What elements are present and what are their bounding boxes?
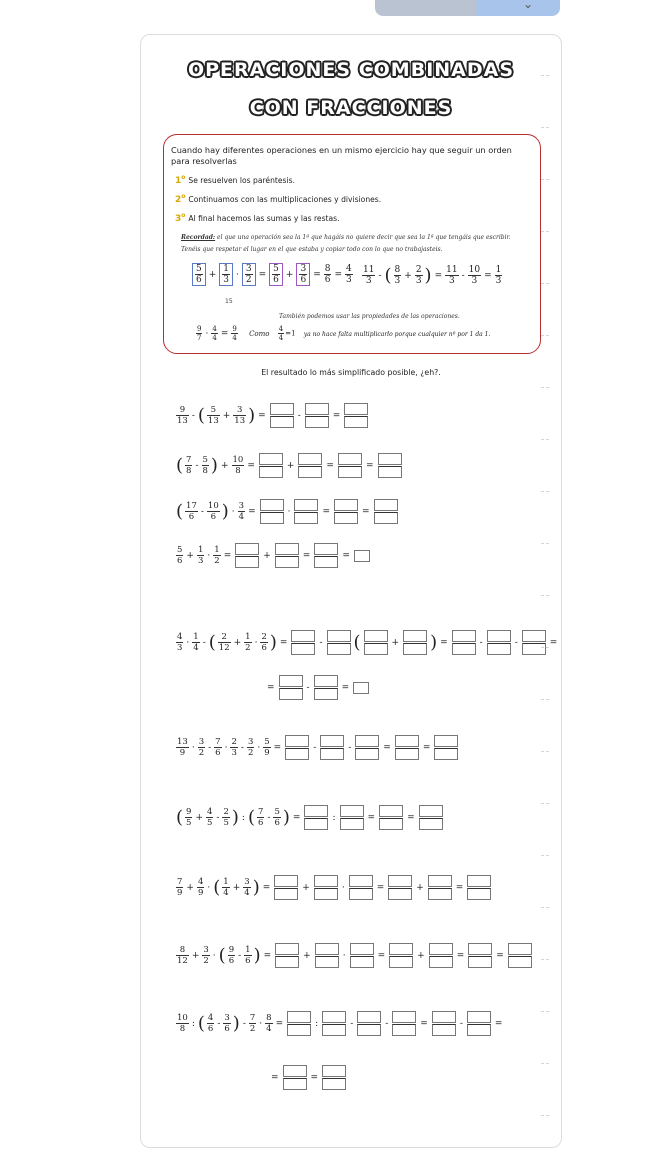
fraction: $\frac{13}{9}$: [177, 737, 188, 758]
operator: =: [549, 637, 558, 648]
answer-fraction-slot[interactable]: [314, 875, 338, 900]
fraction: $\frac{1}{4}$: [223, 877, 229, 898]
answer-fraction-slot[interactable]: [432, 1011, 456, 1036]
operator: =: [326, 460, 334, 471]
fraction: $\frac{3}{2}$: [242, 263, 256, 286]
operator: =: [262, 882, 271, 893]
property-example: $\frac{9}{7}$ · $\frac{4}{4}$ = $\frac{9}{4}$ Como $\frac{4}{4}$ =1 ya no hace falta multiplicarlo porque cualquier nº por 1 da 1.: [197, 325, 491, 342]
operator: :: [241, 812, 245, 823]
fraction: $\frac{1}{3}$: [197, 545, 204, 566]
paren: (: [213, 876, 221, 898]
operator: -: [208, 742, 212, 753]
answer-fraction-slot[interactable]: [283, 1065, 307, 1090]
paren: (: [353, 631, 361, 653]
answer-fraction-slot[interactable]: [374, 499, 398, 524]
exercise-2: [175, 453, 404, 478]
paren: (: [247, 806, 255, 828]
answer-fraction-slot[interactable]: [467, 875, 491, 900]
margin-dot: [541, 803, 549, 805]
operator: +: [302, 882, 310, 893]
fraction: $\frac{7}{6}$: [215, 737, 221, 758]
operator: ·: [342, 950, 346, 961]
fraction: $\frac{1}{3}$: [219, 263, 233, 286]
answer-fraction-slot[interactable]: [350, 943, 374, 968]
answer-fraction-slot[interactable]: [298, 453, 322, 478]
operator: -: [267, 812, 271, 823]
margin-dot: [541, 1011, 549, 1013]
margin-dot: [541, 595, 549, 597]
fraction: $\frac{10}{3}$: [468, 265, 481, 286]
operator: +: [232, 882, 241, 893]
fraction: $\frac{5}{8}$: [202, 455, 208, 476]
fraction: $\frac{10}{6}$: [207, 501, 219, 522]
answer-fraction-slot[interactable]: [389, 943, 413, 968]
answer-fraction-slot[interactable]: [305, 403, 329, 428]
answer-fraction-slot[interactable]: [235, 543, 259, 568]
answer-fraction-slot[interactable]: [355, 735, 379, 760]
operator: =: [494, 1018, 503, 1029]
operator: +: [222, 410, 231, 421]
margin-dot: [541, 907, 549, 909]
paren: (: [176, 500, 184, 522]
operator: -: [479, 637, 483, 648]
fraction: $\frac{5}{6}$: [177, 545, 183, 566]
answer-fraction-slot[interactable]: [344, 403, 368, 428]
margin-dot: [541, 387, 549, 389]
operator: =: [332, 410, 341, 421]
answer-fraction-slot[interactable]: [322, 1011, 346, 1036]
operator: =: [377, 950, 386, 961]
answer-fraction-slot[interactable]: [338, 453, 362, 478]
paren: (: [208, 631, 216, 653]
margin-dot: [541, 959, 549, 961]
paren: ): [430, 631, 438, 653]
fraction: $\frac{5}{6}$: [192, 263, 206, 286]
fraction: $\frac{2}{5}$: [223, 807, 229, 828]
operator: +: [286, 460, 295, 471]
answer-fraction-slot[interactable]: [428, 875, 452, 900]
answer-fraction-slot[interactable]: [468, 943, 492, 968]
margin-dot: [541, 335, 549, 337]
operator: ·: [231, 506, 235, 517]
rule-2: 2$^o$ Continuamos con las multiplicaciones y divisiones.: [175, 193, 382, 205]
exercise-9: [175, 943, 534, 968]
chevron-down-icon[interactable]: ⌄: [523, 0, 534, 11]
rule-number: 1$^o$: [175, 174, 186, 186]
margin-dot: [541, 751, 549, 753]
fraction: $\frac{5}{9}$: [264, 737, 270, 758]
answer-box[interactable]: [353, 682, 369, 694]
fraction: $\frac{8}{12}$: [177, 945, 188, 966]
operator: -: [459, 1018, 463, 1029]
operator: =: [273, 742, 282, 753]
fraction: $\frac{3}{2}$: [203, 945, 209, 966]
fraction: $\frac{5}{6}$: [274, 807, 280, 828]
operator: =: [292, 812, 301, 823]
operator: =: [322, 506, 331, 517]
operator: :: [315, 1018, 319, 1029]
answer-fraction-slot[interactable]: [349, 875, 373, 900]
operator: =: [420, 1018, 428, 1029]
fraction: $\frac{2}{6}$: [261, 632, 267, 653]
operator: -: [200, 506, 204, 517]
operator: -: [195, 460, 199, 471]
answer-fraction-slot[interactable]: [314, 675, 338, 700]
remember-note: Recordad: el que una operación sea la 1ª que hagáis no quiere decir que sea la 1ª que tengáis que escribir. Tenéis que respetar el lugar en el que estaba y copiar todo con lo que no trabajasteis.: [181, 234, 511, 253]
operator: ·: [259, 1018, 263, 1029]
operator: +: [186, 882, 194, 893]
operator: -: [319, 637, 323, 648]
fraction: $\frac{17}{6}$: [186, 501, 197, 522]
operator: =: [440, 637, 448, 648]
operator: =: [248, 506, 256, 517]
answer-fraction-slot[interactable]: [364, 630, 388, 655]
answer-fraction-slot[interactable]: [314, 543, 338, 568]
operator: =: [271, 1072, 279, 1083]
margin-dots: [141, 35, 142, 36]
operator: ·: [207, 550, 211, 561]
operator: -: [216, 812, 220, 823]
fraction: $\frac{9}{13}$: [177, 405, 188, 426]
operator: =: [342, 550, 350, 561]
paren: ): [269, 631, 277, 653]
answer-fraction-slot[interactable]: [522, 630, 546, 655]
exercise-5: [175, 630, 559, 655]
fraction: $\frac{10}{8}$: [232, 455, 244, 476]
fraction: $\frac{7}{6}$: [258, 807, 264, 828]
answer-fraction-slot[interactable]: [334, 499, 358, 524]
answer-fraction-slot[interactable]: [429, 943, 453, 968]
fraction: $\frac{1}{6}$: [245, 945, 251, 966]
exercise-3: [175, 499, 400, 524]
operator: ·: [254, 637, 258, 648]
operator: +: [195, 812, 203, 823]
operator: -: [202, 637, 206, 648]
exercise-1: [175, 403, 370, 428]
fraction: $\frac{7}{2}$: [249, 1013, 256, 1034]
answer-fraction-slot[interactable]: [395, 735, 419, 760]
paren: (: [197, 1012, 205, 1034]
operator: -: [385, 1018, 389, 1029]
browser-tab-strip: [375, 0, 560, 16]
fraction: $\frac{3}{4}$: [238, 501, 245, 522]
fraction: $\frac{8}{3}$: [394, 265, 401, 286]
operator: =: [496, 950, 504, 961]
fraction: $\frac{3}{2}$: [198, 737, 205, 758]
answer-fraction-slot[interactable]: [304, 805, 328, 830]
operator: =: [258, 410, 266, 421]
operator: :: [191, 1018, 195, 1029]
example-right: $\frac{11}{3}$ - ( $\frac{8}{3}$ + $\frac{2}{3}$ ) = $\frac{11}{3}$ - $\frac{10}{3}$ = $\frac{1}{3}$: [363, 264, 502, 286]
answer-fraction-slot[interactable]: [379, 805, 403, 830]
answer-box[interactable]: [354, 550, 370, 562]
operator: =: [376, 882, 385, 893]
fraction: $\frac{2}{12}$: [218, 632, 230, 653]
answer-fraction-slot[interactable]: [487, 630, 511, 655]
operator: +: [416, 882, 424, 893]
fraction: $\frac{8}{6}$: [324, 264, 331, 285]
margin-dot: [541, 179, 549, 181]
margin-dot: [541, 231, 549, 233]
fraction: $\frac{11}{3}$: [363, 265, 375, 286]
answer-fraction-slot[interactable]: [315, 943, 339, 968]
paren: ): [282, 806, 290, 828]
answer-fraction-slot[interactable]: [327, 630, 351, 655]
title-line-1: OPERACIONES COMBINADAS: [187, 59, 515, 81]
operator: =: [302, 550, 311, 561]
operator: -: [242, 1018, 246, 1029]
paren: ): [252, 876, 260, 898]
answer-fraction-slot[interactable]: [357, 1011, 381, 1036]
operator: =: [422, 742, 431, 753]
paren: ): [221, 500, 229, 522]
answer-fraction-slot[interactable]: [392, 1011, 416, 1036]
property-note: También podemos usar las propiedades de las operaciones.: [279, 313, 460, 320]
paren: ): [210, 454, 218, 476]
answer-fraction-slot[interactable]: [452, 630, 476, 655]
operator: +: [263, 550, 271, 561]
operator: =: [365, 460, 374, 471]
fraction: $\frac{3}{4}$: [244, 877, 250, 898]
operator: =: [267, 682, 275, 693]
fraction: $\frac{1}{3}$: [495, 265, 502, 286]
operator: +: [303, 950, 311, 961]
operator: =: [310, 1072, 319, 1083]
margin-dot: [541, 855, 549, 857]
answer-fraction-slot[interactable]: [279, 675, 303, 700]
fraction: $\frac{9}{5}$: [186, 807, 192, 828]
paren: ): [232, 1012, 240, 1034]
operator: -: [240, 742, 244, 753]
footer-note: El resultado lo más simplificado posible, ¿eh?.: [261, 368, 441, 377]
answer-fraction-slot[interactable]: [275, 543, 299, 568]
exercise-5-continuation: [265, 675, 371, 700]
exercise-4: [175, 543, 372, 568]
fraction: $\frac{3}{6}$: [224, 1013, 230, 1034]
operator: +: [417, 950, 425, 961]
title-line-2: CON FRACCIONES: [249, 97, 453, 119]
exercise-10: [175, 1011, 504, 1036]
fraction: $\frac{7}{9}$: [177, 877, 183, 898]
operator: =: [263, 950, 272, 961]
answer-fraction-slot[interactable]: [467, 1011, 491, 1036]
answer-fraction-slot[interactable]: [260, 499, 284, 524]
margin-dot: [541, 439, 549, 441]
paren: (: [176, 806, 184, 828]
operator: ·: [212, 950, 216, 961]
operator: +: [220, 460, 229, 471]
fraction: $\frac{1}{2}$: [214, 545, 220, 566]
paren: ): [248, 404, 256, 426]
operator: =: [275, 1018, 284, 1029]
fraction: $\frac{7}{8}$: [186, 455, 192, 476]
fraction: $\frac{3}{2}$: [247, 737, 254, 758]
operator: -: [350, 1018, 354, 1029]
operator: -: [348, 742, 352, 753]
answer-fraction-slot[interactable]: [419, 805, 443, 830]
operator: =: [456, 950, 465, 961]
operator: =: [455, 882, 464, 893]
fraction: $\frac{11}{3}$: [446, 265, 458, 286]
exercise-10-continuation: [269, 1065, 348, 1090]
fraction: $\frac{1}{4}$: [193, 632, 199, 653]
fraction: $\frac{5}{13}$: [207, 405, 219, 426]
answer-fraction-slot[interactable]: [287, 1011, 311, 1036]
operator: ·: [287, 506, 291, 517]
fraction: $\frac{4}{6}$: [207, 1013, 214, 1034]
operator: -: [313, 742, 317, 753]
operator: +: [233, 637, 242, 648]
operator: +: [186, 550, 194, 561]
operator: -: [306, 682, 310, 693]
paren: ): [253, 944, 261, 966]
operator: =: [367, 812, 376, 823]
operator: -: [297, 410, 301, 421]
operator: ·: [224, 742, 228, 753]
operator: =: [407, 812, 415, 823]
answer-fraction-slot[interactable]: [274, 875, 298, 900]
answer-fraction-slot[interactable]: [434, 735, 458, 760]
answer-fraction-slot[interactable]: [508, 943, 532, 968]
fraction: $\frac{3}{13}$: [234, 405, 246, 426]
operator: -: [514, 637, 518, 648]
fraction: $\frac{4}{9}$: [197, 877, 204, 898]
margin-dot: [541, 543, 549, 545]
operator: =: [223, 550, 232, 561]
operator: +: [191, 950, 200, 961]
operator: ·: [207, 882, 211, 893]
fraction: $\frac{4}{5}$: [207, 807, 213, 828]
exercise-7: [175, 805, 445, 830]
fraction: $\frac{2}{3}$: [231, 737, 237, 758]
fraction: $\frac{5}{6}$: [269, 263, 283, 286]
operator: ·: [191, 742, 195, 753]
rule-number: 2$^o$: [175, 193, 186, 205]
answer-fraction-slot[interactable]: [294, 499, 318, 524]
operator: +: [391, 637, 400, 648]
answer-fraction-slot[interactable]: [322, 1065, 346, 1090]
margin-dot: [541, 1115, 549, 1117]
intro-text: Cuando hay diferentes operaciones en un mismo ejercicio hay que seguir un orden para resolverlas: [171, 145, 512, 166]
answer-fraction-slot[interactable]: [378, 453, 402, 478]
operator: -: [217, 1018, 221, 1029]
operator: =: [341, 682, 350, 693]
fraction: $\frac{4}{3}$: [177, 632, 183, 653]
paren: (: [218, 944, 226, 966]
fraction: $\frac{10}{8}$: [177, 1013, 188, 1034]
answer-fraction-slot[interactable]: [403, 630, 427, 655]
margin-dot: [541, 491, 549, 493]
operator: =: [279, 637, 288, 648]
example-annotation: 15: [225, 298, 233, 305]
fraction: $\frac{4}{3}$: [346, 264, 352, 285]
paren: ): [231, 806, 239, 828]
answer-fraction-slot[interactable]: [259, 453, 283, 478]
answer-fraction-slot[interactable]: [340, 805, 364, 830]
margin-dot: [541, 283, 549, 285]
exercise-8: [175, 875, 493, 900]
operator: -: [191, 410, 195, 421]
fraction: $\frac{9}{6}$: [228, 945, 235, 966]
margin-dot: [541, 699, 549, 701]
rule-number: 3$^o$: [175, 212, 186, 224]
example-left: $\frac{5}{6}$ + $\frac{1}{3}$ · $\frac{3}{2}$ = $\frac{5}{6}$ + $\frac{3}{6}$ = $\frac{8}{6}$ = $\frac{4}{3}$: [191, 263, 354, 286]
operator: =: [383, 742, 391, 753]
operator: ·: [341, 882, 345, 893]
operator: =: [362, 506, 370, 517]
operator: =: [247, 460, 255, 471]
answer-fraction-slot[interactable]: [285, 735, 309, 760]
worksheet: [140, 34, 562, 1148]
paren: (: [176, 454, 184, 476]
rule-3: 3$^o$ Al final hacemos las sumas y las restas.: [175, 212, 340, 224]
fraction: $\frac{2}{3}$: [415, 265, 422, 286]
operator: -: [238, 950, 242, 961]
fraction: $\frac{1}{2}$: [245, 632, 251, 653]
rule-1: 1$^o$ Se resuelven los paréntesis.: [175, 174, 295, 186]
margin-dot: [541, 1063, 549, 1065]
answer-fraction-slot[interactable]: [275, 943, 299, 968]
paren: (: [197, 404, 205, 426]
operator: :: [332, 812, 336, 823]
fraction: $\frac{3}{6}$: [296, 263, 310, 286]
answer-fraction-slot[interactable]: [320, 735, 344, 760]
answer-fraction-slot[interactable]: [291, 630, 315, 655]
fraction: $\frac{8}{4}$: [266, 1013, 272, 1034]
margin-dot: [541, 127, 549, 129]
operator: ·: [257, 742, 261, 753]
exercise-6: [175, 735, 460, 760]
answer-fraction-slot[interactable]: [270, 403, 294, 428]
operator: ·: [186, 637, 190, 648]
answer-fraction-slot[interactable]: [388, 875, 412, 900]
